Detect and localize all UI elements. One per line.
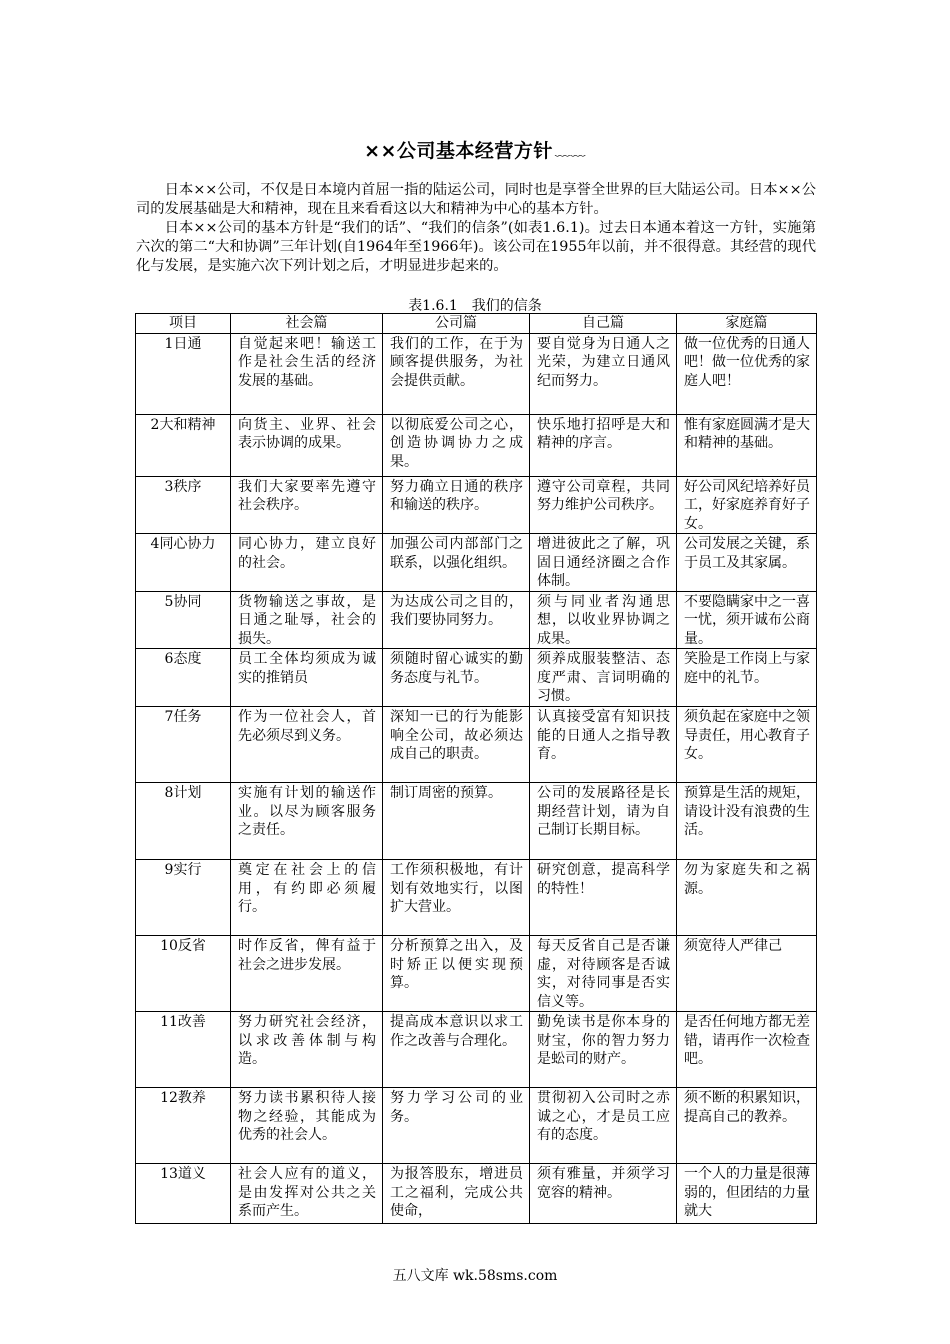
cell-self: 研究创意，提高科学的特性！ — [530, 860, 677, 936]
cell-family: 公司发展之关键，系于员工及其家属。 — [677, 534, 817, 592]
page-title — [0, 136, 950, 163]
row-item: 11改善 — [136, 1012, 231, 1088]
cell-society: 员工全体均须成为诚实的推销员 — [231, 649, 383, 707]
table-header-row — [136, 314, 817, 334]
row-item: 1日通 — [136, 333, 231, 414]
footer-watermark: 五八文库 wk.58sms.com — [392, 1268, 558, 1284]
cell-company: 工作须积极地，有计划有效地实行，以图扩大营业。 — [383, 860, 530, 936]
method-paragraph: 日本××公司的基本方针是“我们的话”、“我们的信条”(如表1.6.1)。过去日本通本着这一方针，实施第六次的第二“大和协调”三年计划(自1964年至1966年)。该公司在1955年以前，并不很得意。其经营的现代化与发展，是实施六次下列计划之后，才明显进步起来的。 — [136, 220, 816, 274]
cell-self: 贯彻初入公司时之赤诚之心，才是员工应有的态度。 — [530, 1088, 677, 1164]
cell-company: 我们的工作，在于为顾客提供服务，为社会提供贡献。 — [383, 333, 530, 414]
row-item: 2大和精神 — [136, 414, 231, 476]
cell-society: 向货主、业界、社会表示协调的成果。 — [231, 414, 383, 476]
cell-self: 增进彼此之了解，巩固日通经济圈之合作体制。 — [530, 534, 677, 592]
cell-self: 认真接受富有知识技能的日通人之指导教育。 — [530, 707, 677, 783]
cell-self: 快乐地打招呼是大和精神的序言。 — [530, 414, 677, 476]
cell-self: 勤免读书是你本身的财宝，你的智力努力是蚣司的财产。 — [530, 1012, 677, 1088]
cell-family: 一个人的力量是很薄弱的，但团结的力量就大 — [677, 1164, 817, 1224]
header-society: 社会篇 — [231, 314, 383, 334]
cell-society: 我们大家要率先遵守社会秩序。 — [231, 476, 383, 534]
cell-self: 每天反省自己是否谦虚，对待顾客是否诚实，对待同事是否实信义等。 — [530, 936, 677, 1012]
cell-family: 须不断的积累知识，提高自己的教养。 — [677, 1088, 817, 1164]
header-self: 自己篇 — [530, 314, 677, 334]
cell-company: 以彻底爱公司之心，创造协调协力之成果。 — [383, 414, 530, 476]
cell-family: 是否任何地方都无差错，请再作一次检查吧。 — [677, 1012, 817, 1088]
title-text: ××公司基本经营方针 — [364, 140, 553, 162]
header-item: 项目 — [136, 314, 231, 334]
cell-society: 自觉起来吧！输送工作是社会生活的经济发展的基础。 — [231, 333, 383, 414]
row-item: 5协同 — [136, 591, 231, 649]
table-row — [136, 707, 817, 783]
table-row — [136, 333, 817, 414]
row-item: 3秩序 — [136, 476, 231, 534]
cell-family: 不要隐瞒家中之一喜一忧，须开诚布公商量。 — [677, 591, 817, 649]
table-row — [136, 414, 817, 476]
cell-family: 须负起在家庭中之领导责任，用心教育子女。 — [677, 707, 817, 783]
cell-company: 须随时留心诚实的勤务态度与礼节。 — [383, 649, 530, 707]
cell-self: 须与同业者沟通思想，以收业界协调之成果。 — [530, 591, 677, 649]
cell-society: 货物输送之事故，是日通之耻辱，社会的损失。 — [231, 591, 383, 649]
table-row — [136, 534, 817, 592]
cell-family: 预算是生活的规矩，请设计没有浪费的生活。 — [677, 783, 817, 860]
row-item: 4同心协力 — [136, 534, 231, 592]
cell-family: 惟有家庭圆满才是大和精神的基础。 — [677, 414, 817, 476]
cell-family: 笑脸是工作岗上与家庭中的礼节。 — [677, 649, 817, 707]
cell-company: 加强公司内部部门之联系，以强化组织。 — [383, 534, 530, 592]
cell-society: 实施有计划的输送作业。以尽为顾客服务之责任。 — [231, 783, 383, 860]
table-row — [136, 1088, 817, 1164]
cell-company: 为报答股东，增进员工之福利，完成公共使命， — [383, 1164, 530, 1224]
credo-table — [135, 313, 817, 1224]
cell-society: 奠定在社会上的信用，有约即必须履行。 — [231, 860, 383, 936]
table-row — [136, 860, 817, 936]
row-item: 9实行 — [136, 860, 231, 936]
row-item: 7任务 — [136, 707, 231, 783]
row-item: 12教养 — [136, 1088, 231, 1164]
table-row — [136, 1012, 817, 1088]
table-row — [136, 591, 817, 649]
cell-company: 分析预算之出入，及时矫正以便实现预算。 — [383, 936, 530, 1012]
cell-society: 同心协力，建立良好的社会。 — [231, 534, 383, 592]
cell-society: 努力读书累积待人接物之经验，其能成为优秀的社会人。 — [231, 1088, 383, 1164]
cell-family: 须宽待人严律己 — [677, 936, 817, 1012]
row-item: 13道义 — [136, 1164, 231, 1224]
cell-company: 为达成公司之目的，我们要协同努力。 — [383, 591, 530, 649]
cell-self: 公司的发展路径是长期经营计划，请为自己制订长期目标。 — [530, 783, 677, 860]
cell-self: 要自觉身为日通人之光荣，为建立日通风纪而努力。 — [530, 333, 677, 414]
cell-self: 遵守公司章程，共同努力维护公司秩序。 — [530, 476, 677, 534]
title-marks: ﹏﹏ — [554, 141, 586, 159]
table-row — [136, 1164, 817, 1224]
table-row — [136, 783, 817, 860]
header-family: 家庭篇 — [677, 314, 817, 334]
intro-paragraph: 日本××公司，不仅是日本境内首屈一指的陆运公司，同时也是享誉全世界的巨大陆运公司。日本××公司的发展基础是大和精神，现在且来看看这以大和精神为中心的基本方针。 — [136, 182, 816, 217]
table-row — [136, 476, 817, 534]
header-company: 公司篇 — [383, 314, 530, 334]
cell-society: 时作反省，俾有益于社会之进步发展。 — [231, 936, 383, 1012]
cell-family: 做一位优秀的日通人吧！做一位优秀的家庭人吧！ — [677, 333, 817, 414]
table-caption: 表1.6.1 我们的信条 — [408, 298, 542, 314]
cell-society: 社会人应有的道义，是由发挥对公共之关系而产生。 — [231, 1164, 383, 1224]
cell-self: 须养成服装整洁、态度严肃、言词明确的习惯。 — [530, 649, 677, 707]
cell-company: 制订周密的预算。 — [383, 783, 530, 860]
cell-company: 努力确立日通的秩序和输送的秩序。 — [383, 476, 530, 534]
cell-company: 提高成本意识以求工作之改善与合理化。 — [383, 1012, 530, 1088]
cell-society: 作为一位社会人，首先必须尽到义务。 — [231, 707, 383, 783]
table-row — [136, 936, 817, 1012]
cell-society: 努力研究社会经济，以求改善体制与构造。 — [231, 1012, 383, 1088]
row-item: 6态度 — [136, 649, 231, 707]
row-item: 8计划 — [136, 783, 231, 860]
cell-family: 勿为家庭失和之祸源。 — [677, 860, 817, 936]
table-row — [136, 649, 817, 707]
row-item: 10反省 — [136, 936, 231, 1012]
cell-company: 深知一已的行为能影响全公司，故必须达成自己的职责。 — [383, 707, 530, 783]
cell-company: 努力学习公司的业务。 — [383, 1088, 530, 1164]
cell-self: 须有雅量，并须学习宽容的精神。 — [530, 1164, 677, 1224]
cell-family: 好公司风纪培养好员工，好家庭养育好子女。 — [677, 476, 817, 534]
